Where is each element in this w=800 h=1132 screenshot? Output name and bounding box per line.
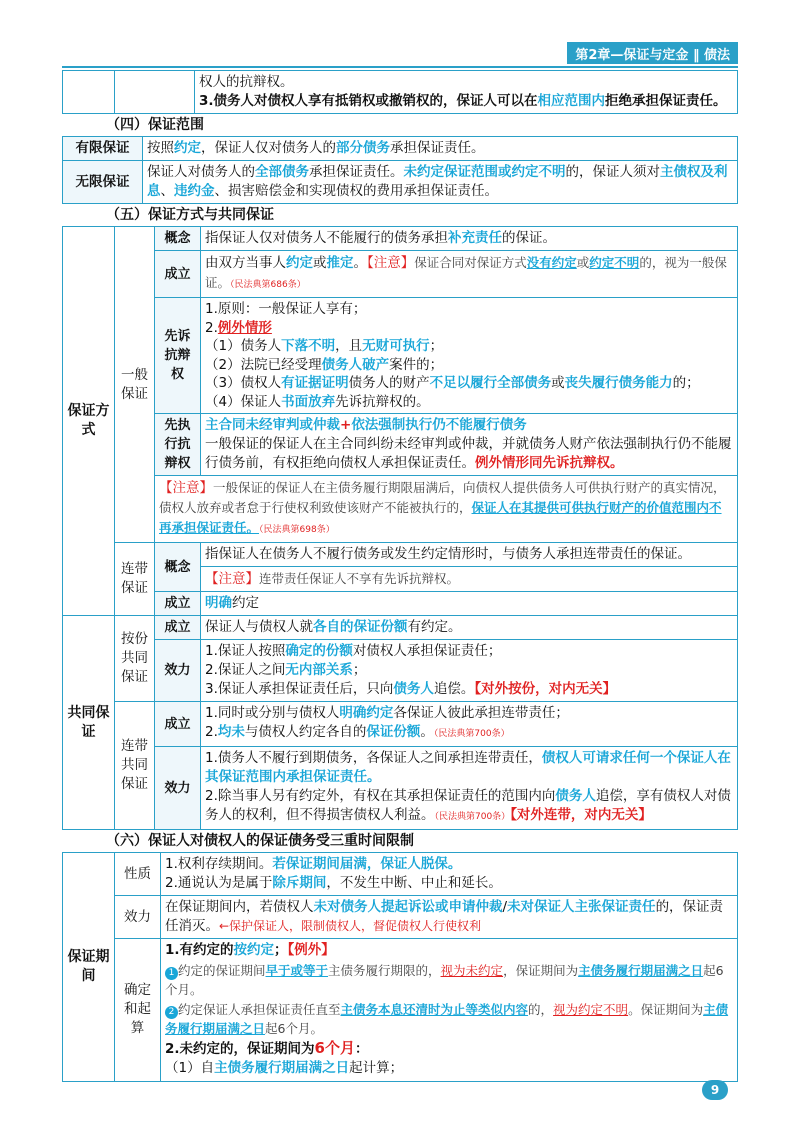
limited-label: 有限保证 bbox=[63, 137, 143, 161]
page-number: 9 bbox=[702, 1080, 728, 1100]
unlimited-label: 无限保证 bbox=[63, 161, 143, 204]
method-label: 保证方式 bbox=[63, 227, 115, 616]
general-label: 一般保证 bbox=[115, 227, 155, 543]
limited-text: 按照约定，保证人仅对债务人的部分债务承担保证责任。 bbox=[143, 137, 738, 161]
chapter-header: 第2章—保证与定金 ‖ 债法 bbox=[567, 42, 738, 64]
joint-label: 连带保证 bbox=[115, 543, 155, 616]
jointco-form-label: 成立 bbox=[155, 702, 201, 747]
section-5-title: （五）保证方式与共同保证 bbox=[106, 207, 274, 223]
jointco-form: 1.同时或分别与债权人明确约定各保证人彼此承担连带责任； 2.均未与债权人约定各自的保证份额。（民法典第700条） bbox=[201, 702, 738, 747]
joint-form-label: 成立 bbox=[155, 592, 201, 616]
share-form: 保证人与债权人就各自的保证份额有约定。 bbox=[201, 616, 738, 640]
exec-defense-label: 先执行抗辩权 bbox=[155, 414, 201, 476]
marker-1-icon: 1 bbox=[165, 967, 178, 980]
nature-label: 性质 bbox=[115, 853, 161, 896]
calc-text: 1.有约定的按约定；【例外】 1 约定的保证期间早于或等于主债务履行期限的，视为未约定，保证期间为主债务履行期届满之日起6个月。 2 约定保证人承担保证责任直至主债务本息还清时为止等类似内容的，视为约定不明。保证期间为主债务履行期届满之日起6个月。 2.未约定的，保证期间为6个月： （1）自主债务履行期届满之日起计算； bbox=[161, 939, 738, 1082]
jointco-label: 连带共同保证 bbox=[115, 702, 155, 830]
scope-table bbox=[62, 136, 738, 204]
period-effect: 在保证期间内，若债权人未对债务人提起诉讼或申请仲裁/未对保证人主张保证责任的，保证责任消灭。←保护保证人，限制债权人，督促债权人行使权利 bbox=[161, 896, 738, 939]
top-table bbox=[62, 70, 738, 114]
share-effect: 1.保证人按照确定的份额对债权人承担保证责任； 2.保证人之间无内部关系； 3.保证人承担保证责任后，只向债务人追偿。【对外按份，对内无关】 bbox=[201, 640, 738, 702]
joint-concept: 指保证人在债务人不履行债务或发生约定情形时，与债务人承担连带责任的保证。 bbox=[201, 543, 738, 567]
jointco-effect: 1.债务人不履行到期债务，各保证人之间承担连带责任，债权人可请求任何一个保证人在其保证范围内承担保证责任。 2.除当事人另有约定外，有权在其承担保证责任的范围内向债务人追偿，享有债权人对债务人的权利，但不得损害债权人利益。（民法典第700条）【对外连带，对内无关】 bbox=[201, 747, 738, 830]
joint-note: 【注意】连带责任保证人不享有先诉抗辩权。 bbox=[201, 567, 738, 592]
general-note: 【注意】一般保证的保证人在主债务履行期限届满后，向债权人提供债务人可供执行财产的真实情况，债权人放弃或者怠于行使权利致使该财产不能被执行的，保证人在其提供可供执行财产的价值范围内不再承担保证责任。（民法典第698条） bbox=[155, 476, 738, 543]
period-label: 保证期间 bbox=[63, 853, 115, 1082]
content bbox=[62, 70, 738, 1082]
marker-2-icon: 2 bbox=[165, 1006, 178, 1019]
period-effect-label: 效力 bbox=[115, 896, 161, 939]
first-defense: 1.原则：一般保证人享有； 2.例外情形 （1）债务人下落不明，且无财可执行； （2）法院已经受理债务人破产案件的； （3）债权人有证据证明债务人的财产不足以履行全部债务或丧失履行债务能力的； （4）保证人书面放弃先诉抗辩权的。 bbox=[201, 298, 738, 414]
method-table bbox=[62, 226, 738, 830]
joint-concept-label: 概念 bbox=[155, 543, 201, 592]
section-4-title: （四）保证范围 bbox=[106, 117, 204, 133]
first-defense-label: 先诉抗辩权 bbox=[155, 298, 201, 414]
share-label: 按份共同保证 bbox=[115, 616, 155, 702]
general-form: 由双方当事人约定或推定。【注意】保证合同对保证方式没有约定或约定不明的，视为一般保证。（民法典第686条） bbox=[201, 251, 738, 298]
general-form-label: 成立 bbox=[155, 251, 201, 298]
general-concept-label: 概念 bbox=[155, 227, 201, 251]
co-guarantee-label: 共同保证 bbox=[63, 616, 115, 830]
header-divider bbox=[62, 66, 738, 68]
section-6-title: （六）保证人对债权人的保证债务受三重时间限制 bbox=[106, 833, 414, 849]
calc-label: 确定和起算 bbox=[115, 939, 161, 1082]
jointco-effect-label: 效力 bbox=[155, 747, 201, 830]
period-table bbox=[62, 852, 738, 1082]
exec-defense: 主合同未经审判或仲裁+依法强制执行仍不能履行债务 一般保证的保证人在主合同纠纷未经审判或仲裁，并就债务人财产依法强制执行仍不能履行债务前，有权拒绝向债权人承担保证责任。例外情形同先诉抗辩权。 bbox=[201, 414, 738, 476]
unlimited-text: 保证人对债务人的全部债务承担保证责任。未约定保证范围或约定不明的，保证人须对主债权及利息、违约金、损害赔偿金和实现债权的费用承担保证责任。 bbox=[143, 161, 738, 204]
nature-text: 1.权利存续期间。若保证期间届满，保证人脱保。 2.通说认为是属于除斥期间，不发生中断、中止和延长。 bbox=[161, 853, 738, 896]
joint-form: 明确约定 bbox=[201, 592, 738, 616]
share-effect-label: 效力 bbox=[155, 640, 201, 702]
share-form-label: 成立 bbox=[155, 616, 201, 640]
general-concept: 指保证人仅对债务人不能履行的债务承担补充责任的保证。 bbox=[201, 227, 738, 251]
top-text: 权人的抗辩权。 3.债务人对债权人享有抵销权或撤销权的，保证人可以在相应范围内拒绝承担保证责任。 bbox=[195, 71, 738, 114]
